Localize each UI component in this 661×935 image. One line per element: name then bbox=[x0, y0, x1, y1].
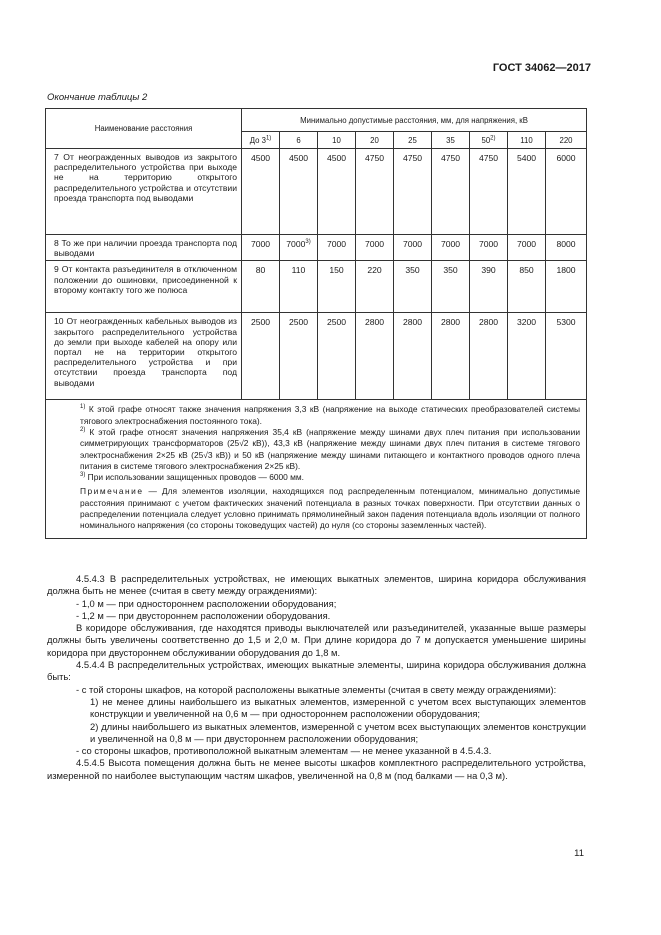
table-row bbox=[46, 313, 587, 400]
distance-value: 7000 bbox=[432, 235, 470, 261]
clause-4-5-4-4: 4.5.4.4 В распределительных устройствах, имеющих выкатные элементы, ширина коридора обслуживания должна быть: bbox=[47, 659, 586, 683]
list-item: - 1,0 м — при одностороннем расположении оборудования; bbox=[76, 597, 337, 609]
distance-value: 2800 bbox=[394, 313, 432, 400]
distance-value: 7000 bbox=[356, 235, 394, 261]
standard-designation: ГОСТ 34062—2017 bbox=[492, 62, 591, 74]
distance-value: 7000 bbox=[318, 235, 356, 261]
distance-value: 2500 bbox=[318, 313, 356, 400]
voltage-header: 220 bbox=[546, 132, 587, 149]
list-subitem: 2) длины наибольшего из выкатных элементов, измеренной с учетом всех выступающих элементов конструкции и увеличенной на 0,8 м — при двустороннем расположении оборудования; bbox=[90, 720, 586, 744]
voltage-header: 25 bbox=[394, 132, 432, 149]
footnote-2: $^{2)}$ К этой графе относят значения напряжения 35,4 кВ (напряжение между шинами двух плеч питания при использовании симметрирующих трансформаторов (25√2 кВ)), 43,3 кВ (напряжение между шинами двух плеч питания в системе тягового электроснабжения 2×25 кВ (25√3 кВ)) и 50 кВ (напряжение между шинами питающего и контактного проводов одного плеча питания в системе тягового электроснабжения 2×25 кВ). bbox=[80, 427, 581, 471]
voltage-group-header: Минимально допустимые расстояния, мм, для напряжения, кВ bbox=[242, 109, 587, 132]
distance-value: 2800 bbox=[432, 313, 470, 400]
table-row bbox=[46, 235, 587, 261]
distance-value: 7000 bbox=[508, 235, 546, 261]
voltage-header: 110 bbox=[508, 132, 546, 149]
distance-value: 7000 bbox=[394, 235, 432, 261]
clause-4-5-4-5: 4.5.4.5 Высота помещения должна быть не менее высоты шкафов комплектного распределительного устройства, измеренной по наиболее выступающим частям шкафов, увеличенной на 0,8 м (под балками — на 0,3 м). bbox=[47, 757, 586, 781]
table-note: Примечание — Для элементов изоляции, находящихся под распределенным потенциалом, минимально допустимые расстояния принимают с учетом фактических значений потенциала в разных точках поверхности. При отсутствии данных о распределении потенциала следует условно принимать прямолинейный закон падения потенциала вдоль изоляции от полного номинального напряжения (со стороны токоведущих частей) до нуля (со стороны заземленных частей). bbox=[80, 486, 581, 531]
voltage-header: 20 bbox=[356, 132, 394, 149]
page-number: 11 bbox=[574, 848, 584, 859]
body-text bbox=[47, 573, 586, 782]
distance-value: 4500 bbox=[318, 149, 356, 235]
distance-value: 2500 bbox=[242, 313, 280, 400]
distance-value: 4500 bbox=[280, 149, 318, 235]
distance-value: 3200 bbox=[508, 313, 546, 400]
distance-value: 850 bbox=[508, 261, 546, 313]
distance-value: 150 bbox=[318, 261, 356, 313]
paragraph: В коридоре обслуживания, где находятся приводы выключателей или разъединителей, указанные выше размеры должны быть увеличены соответственно до 1,5 и 2,0 м. При длине коридора до 7 м допускается уменьшение ширины коридора при двустороннем обслуживании оборудования до 1,8 м. bbox=[47, 622, 586, 658]
distance-value: 5400 bbox=[508, 149, 546, 235]
table-notes bbox=[46, 400, 587, 538]
distance-value: 7000$^{3)}$ bbox=[280, 235, 318, 261]
distance-value: 4750 bbox=[394, 149, 432, 235]
table-caption: Окончание таблицы 2 bbox=[47, 92, 148, 103]
table-row bbox=[46, 261, 587, 313]
voltage-header: До 3$^{1)}$ bbox=[242, 132, 280, 149]
distance-value: 4750 bbox=[432, 149, 470, 235]
footnote-1: $^{1)}$ К этой графе относят также значения напряжения 3,3 кВ (напряжение на выходе статических преобразователей системы тягового электроснабжения постоянного тока). bbox=[80, 404, 581, 426]
distance-name: 10 От неогражденных кабельных выводов из закрытого распределительного устройства до земли при выходе кабелей на опору или портал не на территории открытого распределительного устройства и при отсутствии проезда транспорта под выводами bbox=[46, 313, 242, 400]
distance-value: 4750 bbox=[356, 149, 394, 235]
distance-value: 2800 bbox=[356, 313, 394, 400]
distances-table bbox=[45, 108, 587, 539]
distance-value: 110 bbox=[280, 261, 318, 313]
distance-value: 2800 bbox=[470, 313, 508, 400]
footnote-3: $^{3)}$ При использовании защищенных проводов — 6000 мм. bbox=[80, 472, 305, 483]
distance-value: 350 bbox=[432, 261, 470, 313]
distance-name: 8 То же при наличии проезда транспорта под выводами bbox=[46, 235, 242, 261]
distance-value: 7000 bbox=[242, 235, 280, 261]
list-item: - со стороны шкафов, противоположной выкатным элементам — не менее указанной в 4.5.4.3. bbox=[76, 745, 492, 757]
distance-value: 4750 bbox=[470, 149, 508, 235]
distance-name: 9 От контакта разъединителя в отключенном положении до ошиновки, присоединенной к второму контакту того же полюса bbox=[46, 261, 242, 313]
distance-value: 5300 bbox=[546, 313, 587, 400]
list-subitem: 1) не менее длины наибольшего из выкатных элементов, измеренной с учетом всех выступающих элементов конструкции и увеличенной на 0,6 м — при одностороннем расположении оборудования; bbox=[90, 695, 586, 720]
name-column-header: Наименование расстояния bbox=[46, 109, 242, 149]
distance-value: 6000 bbox=[546, 149, 587, 235]
distance-value: 390 bbox=[470, 261, 508, 313]
voltage-header: 6 bbox=[280, 132, 318, 149]
voltage-header: 35 bbox=[432, 132, 470, 149]
distance-value: 7000 bbox=[470, 235, 508, 261]
voltage-header: 10 bbox=[318, 132, 356, 149]
distance-value: 8000 bbox=[546, 235, 587, 261]
distance-value: 4500 bbox=[242, 149, 280, 235]
clause-4-5-4-3: 4.5.4.3 В распределительных устройствах, не имеющих выкатных элементов, ширина коридора обслуживания должна быть не менее (считая в свету между ограждениями): bbox=[47, 573, 586, 597]
distance-value: 2500 bbox=[280, 313, 318, 400]
distance-name: 7 От неогражденных выводов из закрытого распределительного устройства при выходе не на территорию открытого распределительного устройства и отсутствии проезда транспорта под выводами bbox=[46, 149, 242, 235]
list-item: - с той стороны шкафов, на которой расположены выкатные элементы (считая в свету между ограждениями): bbox=[76, 683, 557, 695]
voltage-header: 50$^{2)}$ bbox=[470, 132, 508, 149]
distance-value: 220 bbox=[356, 261, 394, 313]
distance-value: 1800 bbox=[546, 261, 587, 313]
list-item: - 1,2 м — при двустороннем расположении оборудования. bbox=[76, 609, 331, 621]
distance-value: 350 bbox=[394, 261, 432, 313]
table-row bbox=[46, 149, 587, 235]
distance-value: 80 bbox=[242, 261, 280, 313]
